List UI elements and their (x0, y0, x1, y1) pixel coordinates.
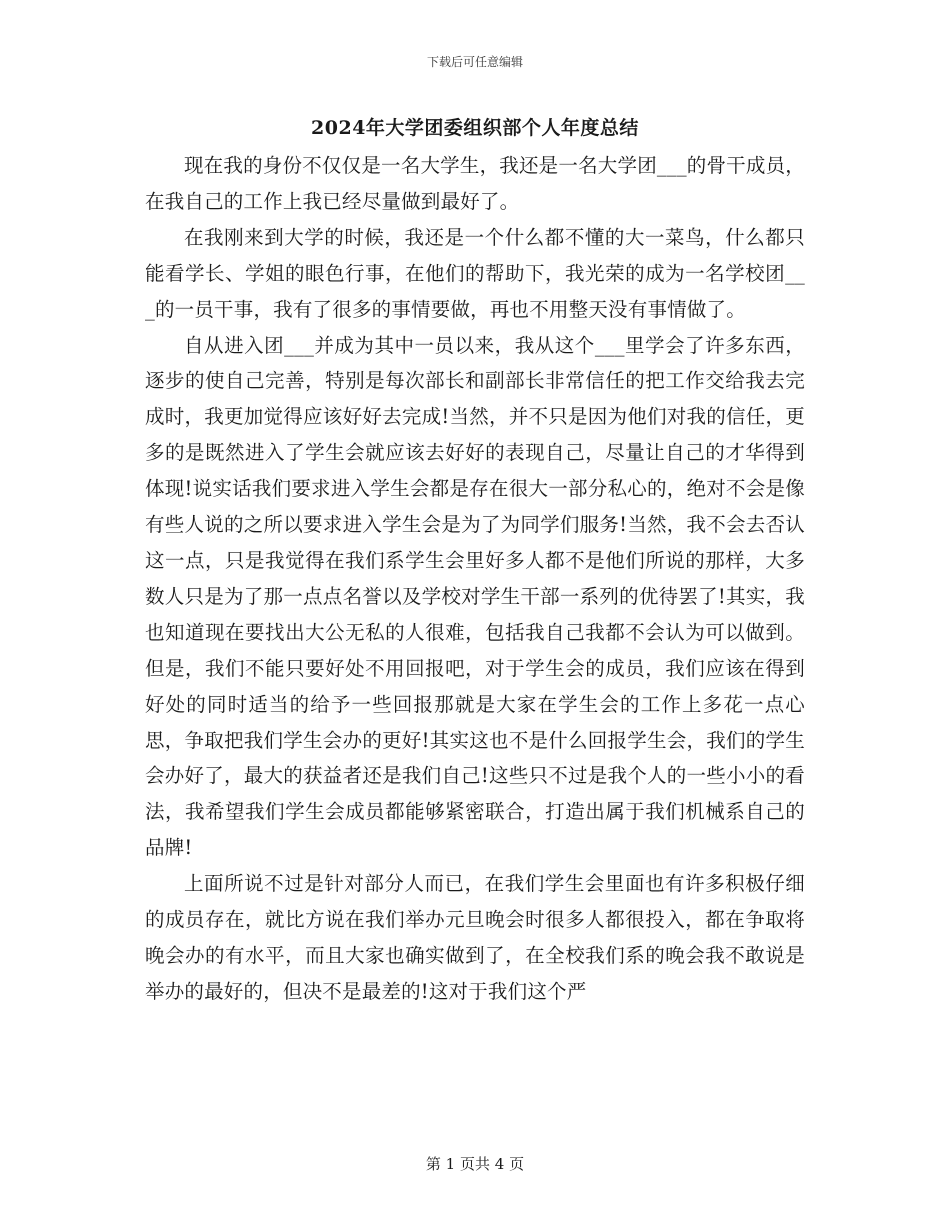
document-title: 2024年大学团委组织部个人年度总结 (311, 117, 639, 139)
page-number: 第 1 页共 4 页 (425, 1155, 525, 1173)
document-body (145, 148, 805, 1010)
paragraph-3: 自从进入团___并成为其中一员以来，我从这个___里学会了许多东西，逐步的使自己完善，特别是每次部长和副部长非常信任的把工作交给我去完成时，我更加觉得应该好好去完成!当然，并不只是因为他们对我的信任，更多的是既然进入了学生会就应该去好好的表现自己，尽量让自己的才华得到体现!说实话我们要求进入学生会都是存在很大一部分私心的，绝对不会是像有些人说的之所以要求进入学生会是为了为同学们服务!当然，我不会去否认这一点，只是我觉得在我们系学生会里好多人都不是他们所说的那样，大多数人只是为了那一点点名誉以及学校对学生干部一系列的优待罢了!其实，我也知道现在要找出大公无私的人很难，包括我自己我都不会认为可以做到。但是，我们不能只要好处不用回报吧，对于学生会的成员，我们应该在得到好处的同时适当的给予一些回报那就是大家在学生会的工作上多花一点心思，争取把我们学生会办的更好!其实这也不是什么回报学生会，我们的学生会办好了，最大的获益者还是我们自己!这些只不过是我个人的一些小小的看法，我希望我们学生会成员都能够紧密联合，打造出属于我们机械系自己的品牌! (145, 333, 805, 860)
page-header-note: 下载后可任意编辑 (426, 55, 523, 69)
paragraph-4: 上面所说不过是针对部分人而已，在我们学生会里面也有许多积极仔细的成员存在，就比方说在我们举办元旦晚会时很多人都很投入，都在争取将晚会办的有水平，而且大家也确实做到了，在全校我们系的晚会我不敢说是举办的最好的，但决不是最差的!这对于我们这个严 (145, 872, 805, 1003)
paragraph-2: 在我刚来到大学的时候，我还是一个什么都不懂的大一菜鸟，什么都只能看学长、学姐的眼色行事，在他们的帮助下，我光荣的成为一名学校团___的一员干事，我有了很多的事情要做，再也不用整天没有事情做了。 (145, 225, 805, 321)
paragraph-1: 现在我的身份不仅仅是一名大学生，我还是一名大学团___的骨干成员，在我自己的工作上我已经尽量做到最好了。 (145, 154, 805, 213)
